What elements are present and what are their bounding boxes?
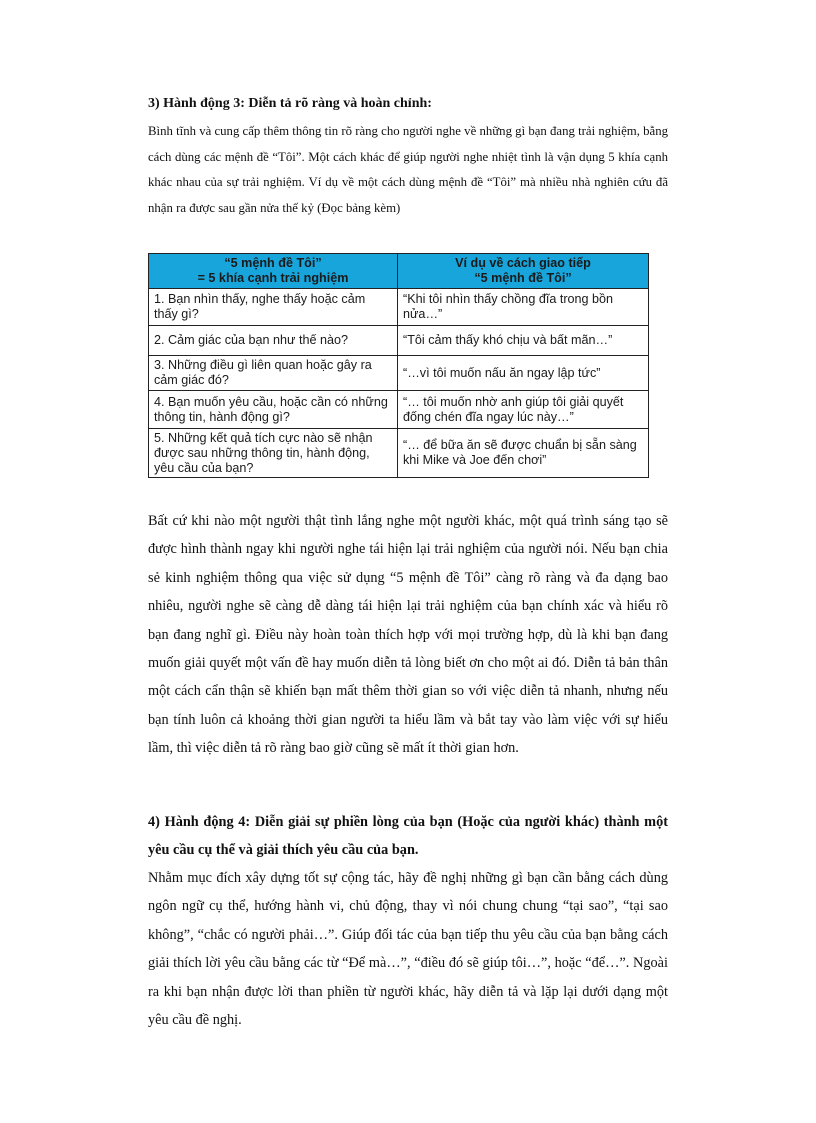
table-row — [149, 326, 649, 356]
table-cell-example: “…vì tôi muốn nấu ăn ngay lập tức” — [398, 356, 649, 391]
table-cell-example: “… để bữa ăn sẽ được chuẩn bị sẵn sàng khi Mike và Joe đến chơi” — [398, 429, 649, 478]
table-row — [149, 429, 649, 478]
section3-intro: Bình tĩnh và cung cấp thêm thông tin rõ ràng cho người nghe về những gì bạn đang trải nghiệm, bằng cách dùng các mệnh đề “Tôi”. Một cách khác để giúp người nghe nhiệt tình là vận dụng 5 khía cạnh khác nhau của sự trải nghiệm. Ví dụ về một cách dùng mệnh đề “Tôi” mà nhiều nhà nghiên cứu đã nhận ra được sau gần nửa thế kỷ (Đọc bảng kèm) — [148, 124, 668, 215]
table-cell-example: “Tôi cảm thấy khó chịu và bất mãn…” — [398, 326, 649, 356]
table-cell-question: 4. Bạn muốn yêu cầu, hoặc cần có những thông tin, hành động gì? — [149, 391, 398, 429]
table-cell-question: 3. Những điều gì liên quan hoặc gây ra cảm giác đó? — [149, 356, 398, 391]
table-cell-question: 2. Cảm giác của bạn như thế nào? — [149, 326, 398, 356]
table-row — [149, 356, 649, 391]
table-cell-example: “… tôi muốn nhờ anh giúp tôi giải quyết đống chén đĩa ngay lúc này…” — [398, 391, 649, 429]
table-header-row — [149, 254, 649, 289]
five-i-statements-table — [148, 253, 649, 478]
table-row — [149, 289, 649, 326]
section4-heading: 4) Hành động 4: Diễn giải sự phiền lòng của bạn (Hoặc của người khác) thành một yêu cầu cụ thể và giải thích yêu cầu của bạn. — [148, 814, 668, 858]
table-row — [149, 391, 649, 429]
section4-body: Nhằm mục đích xây dựng tốt sự cộng tác, hãy đề nghị những gì bạn cần bằng cách dùng ngôn ngữ cụ thể, hướng hành vi, chủ động, thay vì nói chung chung “tại sao”, “tại sao không”, “chắc có người phải…”. Giúp đối tác của bạn tiếp thu yêu cầu của bạn bằng cách giải thích lời yêu cầu bằng các từ “Để mà…”, “điều đó sẽ giúp tôi…”, hoặc “để…”. Ngoài ra khi bạn nhận được lời than phiền từ người khác, hãy diễn tả và lặp lại dưới dạng một yêu cầu đề nghị. — [148, 870, 668, 1029]
section3-heading: 3) Hành động 3: Diễn tả rõ ràng và hoàn chỉnh: — [148, 96, 432, 111]
table-cell-question: 1. Bạn nhìn thấy, nghe thấy hoặc cảm thấy gì? — [149, 289, 398, 326]
table-cell-example: “Khi tôi nhìn thấy chồng đĩa trong bồn nửa…” — [398, 289, 649, 326]
table-cell-question: 5. Những kết quả tích cực nào sẽ nhận được sau những thông tin, hành động, yêu cầu của bạn? — [149, 429, 398, 478]
table-header-col1: “5 mệnh đề Tôi” = 5 khía cạnh trải nghiệm — [149, 254, 398, 289]
section3-body: Bất cứ khi nào một người thật tình lắng nghe một người khác, một quá trình sáng tạo sẽ được hình thành ngay khi người nghe tái hiện lại trải nghiệm của người nói. Nếu bạn chia sẻ kinh nghiệm thông qua việc sử dụng “5 mệnh đề Tôi” càng rõ ràng và đa dạng bao nhiêu, người nghe sẽ càng dễ dàng tái hiện lại trải nghiệm của bạn chính xác và hiểu rõ bạn đang nghĩ gì. Điều này hoàn toàn thích hợp với mọi trường hợp, dù là khi bạn đang muốn giải quyết một vấn đề hay muốn diễn tả lòng biết ơn cho một ai đó. Diễn tả bản thân một cách cẩn thận sẽ khiến bạn mất thêm thời gian so với việc diễn tả nhanh, nhưng nếu bạn tính luôn cả khoảng thời gian người ta hiểu lầm và bắt tay vào làm việc với sự hiểu lầm, thì việc diễn tả rõ ràng bao giờ cũng sẽ mất ít thời gian hơn. — [148, 513, 668, 757]
table-header-col2: Ví dụ về cách giao tiếp “5 mệnh đề Tôi” — [398, 254, 649, 289]
